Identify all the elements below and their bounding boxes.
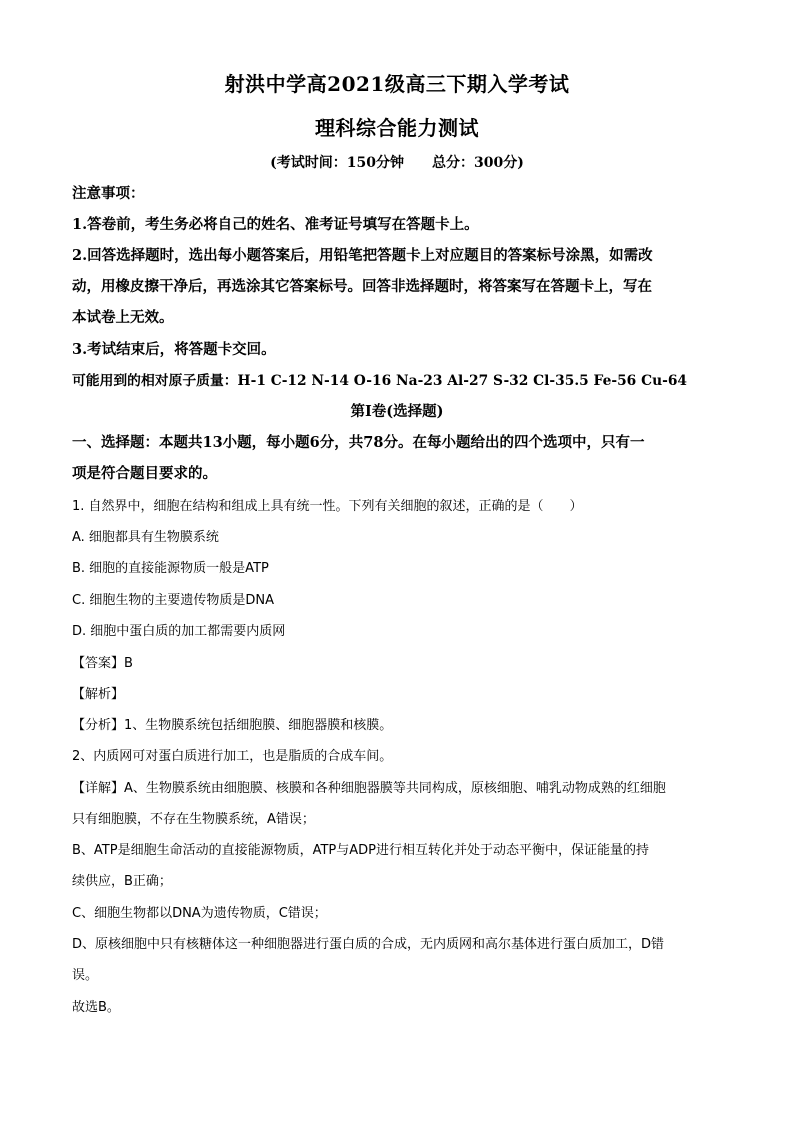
conclusion: 故选B。 [72, 1000, 120, 1015]
detail-d-line-2: 误。 [72, 968, 99, 983]
detail-c: C、细胞生物都以DNA为遗传物质，C错误； [72, 906, 327, 921]
section-heading-line-1: 一、选择题：本题共13小题，每小题6分，共78分。在每小题给出的四个选项中，只有一 [72, 434, 645, 451]
exam-title: 射洪中学高2021级高三下期入学考试 [224, 72, 570, 96]
section-heading-line-2: 项是符合题目要求的。 [72, 465, 217, 482]
volume-heading: 第Ⅰ卷(选择题) [350, 403, 444, 420]
notice-item-3: 3.考试结束后，将答题卡交回。 [72, 341, 276, 358]
notice-item-1: 1.答卷前，考生务必将自己的姓名、准考证号填写在答题卡上。 [72, 216, 479, 233]
question-1-option-a: A. 细胞都具有生物膜系统 [72, 530, 219, 545]
analysis-point-1: 【分析】1、生物膜系统包括细胞膜、细胞器膜和核膜。 [72, 718, 393, 733]
question-1-option-d: D. 细胞中蛋白质的加工都需要内质网 [72, 624, 286, 639]
detail-a-line-1: 【详解】A、生物膜系统由细胞膜、核膜和各种细胞器膜等共同构成，原核细胞、哺乳动物成熟的红细胞 [72, 781, 666, 796]
detail-b-line-2: 续供应，B正确； [72, 874, 172, 889]
atomic-masses: 可能用到的相对原子质量：H-1 C-12 N-14 O-16 Na-23 Al-27 S-32 Cl-35.5 Fe-56 Cu-64 [72, 373, 688, 389]
question-1-option-b: B. 细胞的直接能源物质一般是ATP [72, 561, 269, 576]
detail-d-line-1: D、原核细胞中只有核糖体这一种细胞器进行蛋白质的合成，无内质网和高尔基体进行蛋白质加工，D错 [72, 937, 665, 952]
notice-item-2-line-1: 2.回答选择题时，选出每小题答案后，用铅笔把答题卡上对应题目的答案标号涂黑，如需改 [72, 247, 653, 264]
notice-heading: 注意事项： [72, 185, 145, 202]
exam-info: (考试时间：150分钟 总分：300分) [270, 155, 524, 171]
analysis-point-2: 2、内质网可对蛋白质进行加工，也是脂质的合成车间。 [72, 749, 393, 764]
exam-subtitle: 理科综合能力测试 [315, 116, 479, 140]
notice-item-2-line-2: 动，用橡皮擦干净后，再选涂其它答案标号。回答非选择题时，将答案写在答题卡上，写在 [72, 278, 652, 295]
detail-a-line-2: 只有细胞膜，不存在生物膜系统，A错误； [72, 812, 315, 827]
notice-item-2-line-3: 本试卷上无效。 [72, 309, 174, 326]
detail-b-line-1: B、ATP是细胞生命活动的直接能源物质，ATP与ADP进行相互转化并处于动态平衡中，保证能量的持 [72, 843, 649, 858]
question-1-stem: 1. 自然界中，细胞在结构和组成上具有统一性。下列有关细胞的叙述，正确的是（ ） [72, 499, 583, 514]
analysis-heading: 【解析】 [72, 687, 125, 702]
question-1-option-c: C. 细胞生物的主要遗传物质是DNA [72, 593, 274, 608]
question-1-answer: 【答案】B [72, 656, 133, 671]
